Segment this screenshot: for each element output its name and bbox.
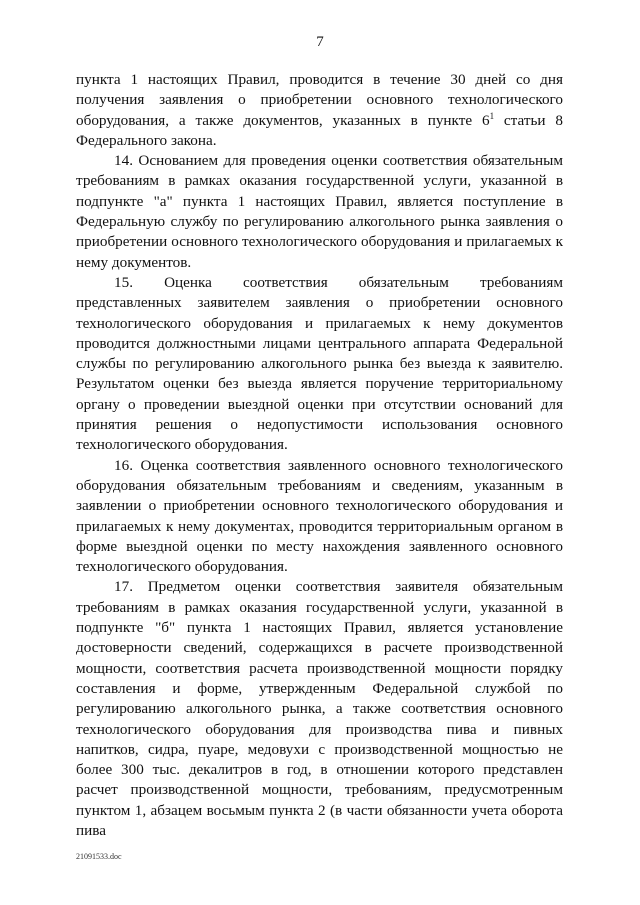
page-number: 7 bbox=[316, 34, 324, 50]
document-code: 21091533.doc bbox=[76, 852, 122, 861]
paragraph-continuation-end: статьи 8 Федерального закона. bbox=[76, 111, 563, 149]
paragraph-continuation bbox=[76, 70, 563, 151]
document-body bbox=[76, 70, 563, 841]
paragraph-continuation-text: пункта 1 настоящих Правил, проводится в течение 30 дней со дня получения заявления о приобретении основного технологического оборудования, а также документов, указанных в пункте 6 bbox=[76, 71, 563, 129]
paragraph-17: 17. Предметом оценки соответствия заявителя обязательным требованиям в рамках оказания государственной услуги, указанной в подпункте "б" пункта 1 настоящих Правил, является установление достоверности сведений, содержащихся в расчете производственной мощности, соответствия расчета производственной мощности порядку составления и форме, утвержденным Федеральной службой по регулированию алкогольного рынка, а также соответствия основного технологического оборудования для производства пива и пивных напитков, сидра, пуаре, медовухи с производственной мощностью не более 300 тыс. декалитров в год, в отношении которого представлен расчет производственной мощности, требованиям, предусмотренным пунктом 1, абзацем восьмым пункта 2 (в части обязанности учета оборота пива bbox=[76, 578, 563, 839]
superscript-reference: 1 bbox=[489, 110, 495, 121]
paragraph-16: 16. Оценка соответствия заявленного основного технологического оборудования обязательным требованиям и сведениям, указанным в заявлении о приобретении основного технологического оборудования и прилагаемых к нему документах, проводится территориальным органом в форме выездной оценки по месту нахождения заявленного основного технологического оборудования. bbox=[76, 456, 563, 576]
paragraph-15: 15. Оценка соответствия обязательным требованиям представленных заявителем заявления о приобретении основного технологического оборудования и прилагаемых к нему документов проводится должностными лицами центрального аппарата Федеральной службы по регулированию алкогольного рынка без выезда к заявителю. Результатом оценки без выезда является поручение территориальному органу о проведении выездной оценки при отсутствии оснований для принятия решения о недопустимости использования основного технологического оборудования. bbox=[76, 273, 563, 454]
paragraph-14: 14. Основанием для проведения оценки соответствия обязательным требованиям в рамках оказания государственной услуги, указанной в подпункте "а" пункта 1 настоящих Правил, является поступление в Федеральную службу по регулированию алкогольного рынка заявления о приобретении основного технологического оборудования и прилагаемых к нему документов. bbox=[76, 152, 563, 271]
